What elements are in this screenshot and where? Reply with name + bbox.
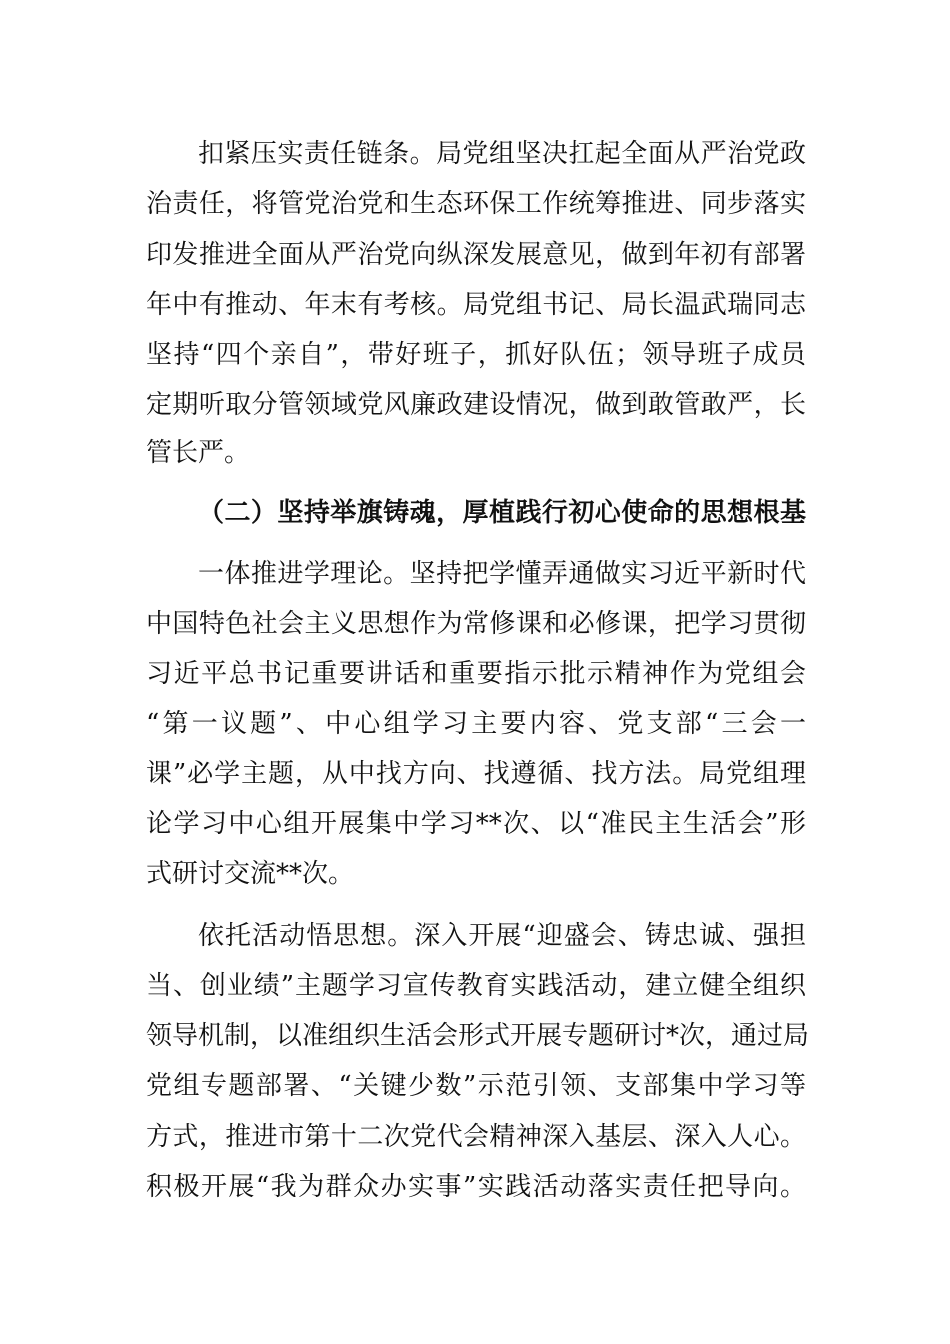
text-line: “第一议题”、中心组学习主要内容、党支部“三会一 xyxy=(146,709,806,739)
text-line: 一体推进学理论。坚持把学懂弄通做实习近平新时代 xyxy=(198,559,806,589)
text-line: 论学习中心组开展集中学习**次、以“准民主生活会”形 xyxy=(146,809,806,839)
text-line: 印发推进全面从严治党向纵深发展意见，做到年初有部署 xyxy=(146,240,806,270)
text-line: 积极开展“我为群众办实事”实践活动落实责任把导向。 xyxy=(146,1172,806,1202)
text-line: 中国特色社会主义思想作为常修课和必修课，把学习贯彻 xyxy=(146,609,806,639)
text-line: 坚持“四个亲自”，带好班子，抓好队伍；领导班子成员 xyxy=(146,340,806,370)
text-line: 课”必学主题，从中找方向、找遵循、找方法。局党组理 xyxy=(146,759,806,789)
text-line: 党组专题部署、“关键少数”示范引领、支部集中学习等 xyxy=(146,1071,806,1101)
text-line: 方式，推进市第十二次党代会精神深入基层、深入人心。 xyxy=(146,1122,806,1152)
text-line: 习近平总书记重要讲话和重要指示批示精神作为党组会 xyxy=(146,659,806,689)
text-line: 依托活动悟思想。深入开展“迎盛会、铸忠诚、强担 xyxy=(198,921,806,951)
text-line: 领导机制，以准组织生活会形式开展专题研讨*次，通过局 xyxy=(146,1021,810,1051)
section-heading: （二）坚持举旗铸魂，厚植践行初心使命的思想根基 xyxy=(198,498,806,528)
text-line: 扣紧压实责任链条。局党组坚决扛起全面从严治党政 xyxy=(198,139,806,169)
text-line: 当、创业绩”主题学习宣传教育实践活动，建立健全组织 xyxy=(146,971,806,1001)
text-line: 治责任，将管党治党和生态环保工作统筹推进、同步落实 xyxy=(146,189,806,219)
text-line: 年中有推动、年末有考核。局党组书记、局长温武瑞同志 xyxy=(146,290,806,320)
text-line: 式研讨交流**次。 xyxy=(146,859,355,889)
text-line: 管长严。 xyxy=(146,438,251,468)
text-line: 定期听取分管领域党风廉政建设情况，做到敢管敢严，长 xyxy=(146,390,806,420)
